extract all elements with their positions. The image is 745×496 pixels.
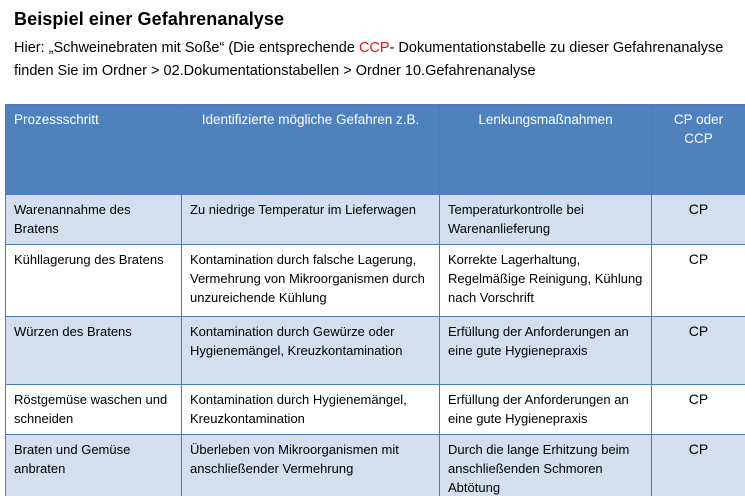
- cell-step: Würzen des Bratens: [6, 317, 182, 385]
- cell-cp: CP: [652, 317, 745, 385]
- cell-cp: CP: [652, 195, 745, 245]
- cell-hazard: Kontamination durch Gewürze oder Hygienemängel, Kreuzkontamination: [182, 317, 440, 385]
- table-header-row: [6, 105, 745, 195]
- table-row: [6, 245, 745, 317]
- cell-step: Warenannahme des Bratens: [6, 195, 182, 245]
- table-row: [6, 195, 745, 245]
- cell-measure: Temperaturkontrolle bei Warenanlieferung: [440, 195, 652, 245]
- page-title: Beispiel einer Gefahrenanalyse: [14, 9, 285, 29]
- cell-cp: CP: [652, 245, 745, 317]
- cell-hazard: Kontamination durch falsche Lagerung, Vermehrung von Mikroorganismen durch unzureichende Kühlung: [182, 245, 440, 317]
- hazard-analysis-table: [5, 104, 745, 496]
- cell-step: Röstgemüse waschen und schneiden: [6, 385, 182, 435]
- header-cp-ccp: CP oder CCP: [652, 105, 745, 195]
- header-control-measures: Lenkungsmaßnahmen: [440, 105, 652, 195]
- cell-cp: CP: [652, 385, 745, 435]
- cell-measure: Erfüllung der Anforderungen an eine gute Hygienepraxis: [440, 317, 652, 385]
- cell-hazard: Überleben von Mikroorganismen mit anschließender Vermehrung: [182, 435, 440, 496]
- cell-step: Kühllagerung des Bratens: [6, 245, 182, 317]
- header-hazards: Identifizierte mögliche Gefahren z.B.: [182, 105, 440, 195]
- intro-part-1: Hier: „Schweinebraten mit Soße“ (Die entsprechende: [14, 40, 359, 56]
- cell-measure: Korrekte Lagerhaltung, Regelmäßige Reinigung, Kühlung nach Vorschrift: [440, 245, 652, 317]
- table-row: [6, 317, 745, 385]
- ccp-highlight: CCP: [358, 40, 390, 56]
- table-row: [6, 385, 745, 435]
- cell-hazard: Zu niedrige Temperatur im Lieferwagen: [182, 195, 440, 245]
- cell-hazard: Kontamination durch Hygienemängel, Kreuzkontamination: [182, 385, 440, 435]
- intro-text: [14, 37, 739, 83]
- cell-cp: CP: [652, 435, 745, 496]
- cell-measure: Erfüllung der Anforderungen an eine gute Hygienepraxis: [440, 385, 652, 435]
- cell-measure: Durch die lange Erhitzung beim anschließenden Schmoren Abtötung: [440, 435, 652, 496]
- header-process-step: Prozessschritt: [6, 105, 182, 195]
- intro-part-2: - Dokumentationstabelle zu dieser Gefahrenanalyse finden Sie im Ordner > 02.Dokumentationstabellen > Ordner 10.Gefahrenanalyse: [14, 40, 724, 79]
- cell-step: Braten und Gemüse anbraten: [6, 435, 182, 496]
- table-row: [6, 435, 745, 496]
